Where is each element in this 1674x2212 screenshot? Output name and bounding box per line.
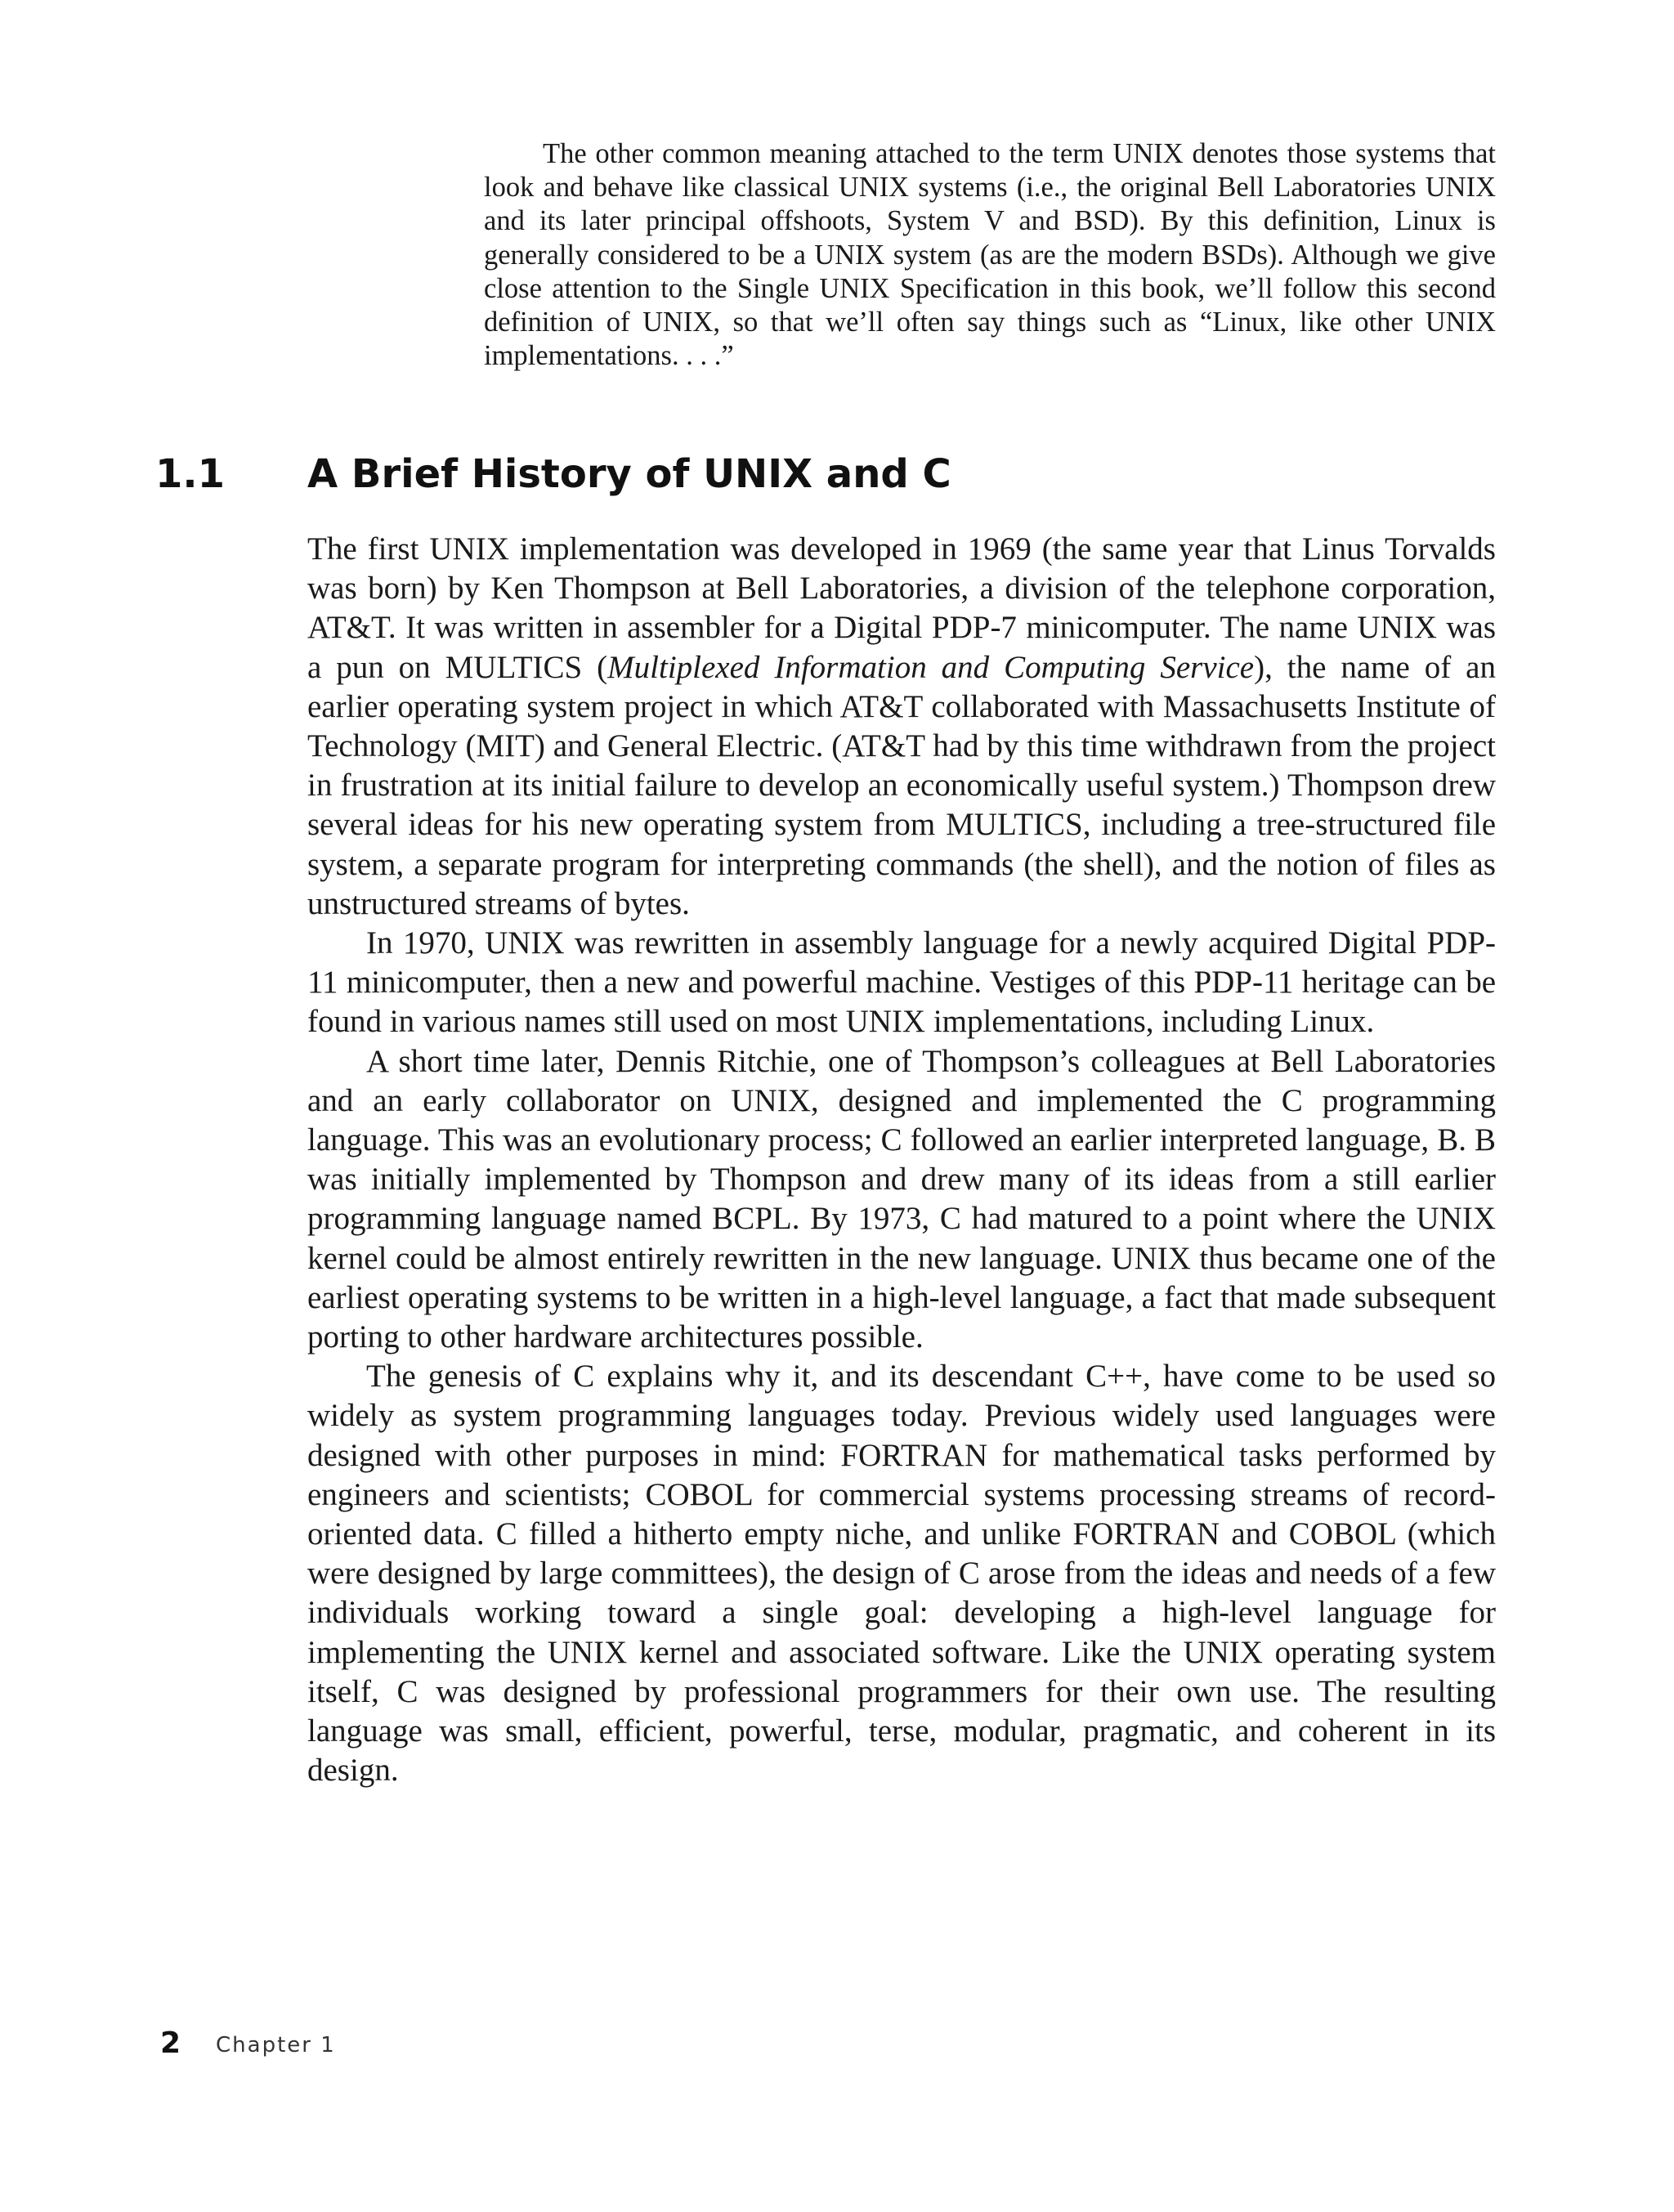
section-heading	[155, 448, 1496, 500]
section-title: A Brief History of UNIX and C	[307, 451, 951, 497]
body-paragraph-1	[307, 530, 1496, 924]
intro-block	[484, 137, 1496, 373]
intro-paragraph: The other common meaning attached to the term UNIX denotes those systems that look and behave like classical UNIX systems (i.e., the original Bell Laboratories UNIX and its later principal offshoots, System V and BSD). By this definition, Linux is generally considered to be a UNIX system (as are the modern BSDs). Although we give close attention to the Single UNIX Specification in this book, we’ll follow this second definition of UNIX, so that we’ll often say things such as “Linux, like other UNIX implementations. . . .”	[484, 138, 1496, 372]
body-paragraph-1-text-a: The first UNIX implementation was developed in 1969 (the same year that Linus Torvalds was born) by Ken Thompson at Bell Laboratories, a division of the telephone corporation, AT&T. It was written in assembler for a Digital PDP-7 minicomputer. The name UNIX was a pun on MULTICS (	[307, 531, 1496, 685]
multics-expansion: Multiplexed Information and Computing Service	[607, 649, 1255, 685]
section-number: 1.1	[155, 451, 226, 497]
running-foot: Chapter 1	[216, 2033, 336, 2058]
body-paragraph-1-text-b: ), the name of an earlier operating system project in which AT&T collaborated with Massachusetts Institute of Technology (MIT) and General Electric. (AT&T had by this time withdrawn from the project in frustration at its initial failure to develop an economically useful system.) Thompson drew several ideas for his new operating system from MULTICS, including a tree-structured file system, a separate program for interpreting commands (the shell), and the notion of files as unstructured streams of bytes.	[307, 649, 1496, 921]
page-number: 2	[160, 2026, 181, 2060]
section-body	[307, 530, 1496, 1791]
body-paragraph-3: A short time later, Dennis Ritchie, one of Thompson’s colleagues at Bell Laboratories and an early collaborator on UNIX, designed and implemented the C programming language. This was an evolutionary process; C followed an earlier interpreted language, B. B was initially implemented by Thompson and drew many of its ideas from a still earlier programming language named BCPL. By 1973, C had matured to a point where the UNIX kernel could be almost entirely rewritten in the new language. UNIX thus became one of the earliest operating systems to be written in a high-level language, a fact that made subsequent porting to other hardware architectures possible.	[307, 1043, 1496, 1355]
body-paragraph-4: The genesis of C explains why it, and its descendant C++, have come to be used so widely as system programming languages today. Previous widely used languages were designed with other purposes in mind: FORTRAN for mathematical tasks performed by engineers and scientists; COBOL for commercial systems processing streams of record-oriented data. C filled a hitherto empty niche, and unlike FORTRAN and COBOL (which were designed by large committees), the design of C arose from the ideas and needs of a few individuals working toward a single goal: developing a high-level language for implementing the UNIX kernel and associated software. Like the UNIX operating system itself, C was designed by professional programmers for their own use. The resulting language was small, efficient, powerful, terse, modular, pragmatic, and coherent in its design.	[307, 1359, 1496, 1789]
body-paragraph-2: In 1970, UNIX was rewritten in assembly language for a newly acquired Digital PDP-11 minicomputer, then a new and powerful machine. Vestiges of this PDP-11 heritage can be found in various names still used on most UNIX implementations, including Linux.	[307, 925, 1496, 1040]
